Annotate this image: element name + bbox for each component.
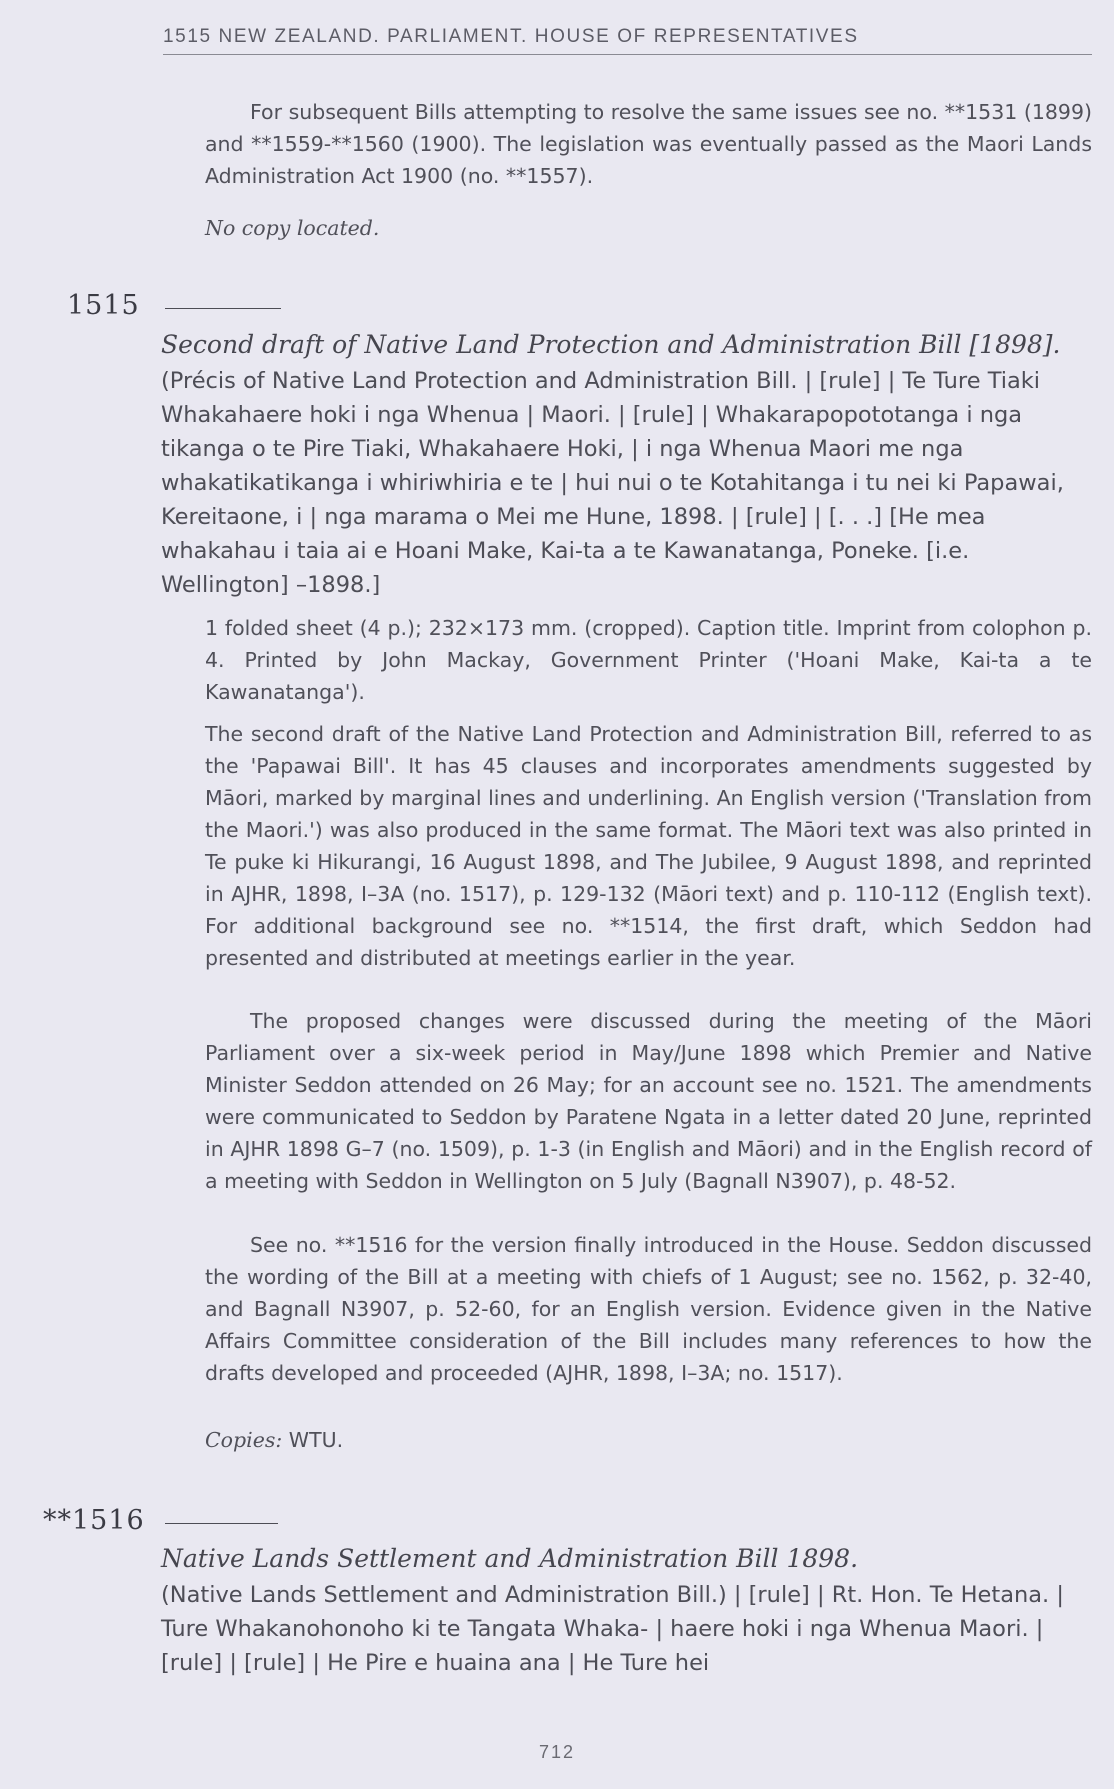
entry-number-1516: **1516 — [43, 1505, 145, 1536]
entry-number-1515: 1515 — [67, 290, 140, 321]
page-number: 712 — [538, 1742, 576, 1762]
entry-rule-1515 — [165, 308, 281, 309]
entry-note2-1515: The proposed changes were discussed during the meeting of the Māori Parliament over a six-week period in May/June 1898 which Premier and Native Minister Seddon attended on 26 May; for an account see no. 1521. The amendments were communicated to Seddon by Paratene Ngata in a letter dated 20 June, reprinted in AJHR 1898 G–7 (no. 1509), p. 1-3 (in English and Māori) and in the English record of a meeting with Seddon in Wellington on 5 July (Bagnall N3907), p. 48-52. — [205, 1009, 1092, 1193]
prev-entry-copies: No copy located. — [205, 216, 380, 240]
entry-title-1516: Native Lands Settlement and Administration Bill 1898. — [161, 1544, 859, 1573]
entry-physical-1515: 1 folded sheet (4 p.); 232×173 mm. (cropped). Caption title. Imprint from colophon p. 4. Printed by John Mackay, Government Printer ('Hoani Make, Kai-ta a te Kawanatanga'). — [205, 616, 1092, 704]
running-head: 1515 NEW ZEALAND. PARLIAMENT. HOUSE OF REPRESENTATIVES — [163, 26, 1092, 55]
copies-label: Copies: — [205, 1428, 283, 1452]
entry-transcription-1516: (Native Lands Settlement and Administration Bill.) | [rule] | Rt. Hon. Te Hetana. | Ture Whakanohonoho ki te Tangata Whaka- | haere hoki i nga Whenua Maori. | [rule] | [rule] | He Pire e huaina ana | He Ture hei — [161, 1582, 1064, 1676]
entry-rule-1516 — [165, 1523, 278, 1524]
entry-transcription-1515: (Précis of Native Land Protection and Administration Bill. | [rule] | Te Ture Tiaki Whakahaere hoki i nga Whenua | Maori. | [rule] | Whakarapopototanga i nga tikanga o te Pire Tiaki, Whakahaere Hoki, | i nga Whenua Maori me nga whakatikatikanga i whiriwhiria e te | hui nui o te Kotahitanga i tu nei ki Papawai, Kereitaone, i | nga marama o Mei me Hune, 1898. | [rule] | [. . .] [He mea whakahau i taia ai e Hoani Make, Kai-ta a te Kawanatanga, Poneke. [i.e. Wellington] –1898.] — [161, 368, 1064, 598]
entry-note1-1515: The second draft of the Native Land Protection and Administration Bill, referred to as the 'Papawai Bill'. It has 45 clauses and incorporates amendments suggested by Māori, marked by marginal lines and underlining. An English version ('Translation from the Maori.') was also produced in the same format. The Māori text was also printed in Te puke ki Hikurangi, 16 August 1898, and The Jubilee, 9 August 1898, and reprinted in AJHR, 1898, I–3A (no. 1517), p. 129-132 (Māori text) and p. 110-112 (English text). For additional background see no. **1514, the first draft, which Seddon had presented and distributed at meetings earlier in the year. — [205, 722, 1092, 970]
entry-note3-1515: See no. **1516 for the version finally introduced in the House. Seddon discussed the wording of the Bill at a meeting with chiefs of 1 August; see no. 1562, p. 32-40, and Bagnall N3907, p. 52-60, for an English version. Evidence given in the Native Affairs Committee consideration of the Bill includes many references to how the drafts developed and proceeded (AJHR, 1898, I–3A; no. 1517). — [205, 1233, 1092, 1385]
prev-entry-note: For subsequent Bills attempting to resolve the same issues see no. **1531 (1899) and **1559-**1560 (1900). The legislation was eventually passed as the Maori Lands Administration Act 1900 (no. **1557). — [205, 100, 1092, 188]
entry-title-1515: Second draft of Native Land Protection and Administration Bill [1898]. — [161, 330, 1061, 359]
entry-copies-1515 — [205, 1428, 343, 1452]
copies-value: WTU. — [288, 1428, 344, 1452]
